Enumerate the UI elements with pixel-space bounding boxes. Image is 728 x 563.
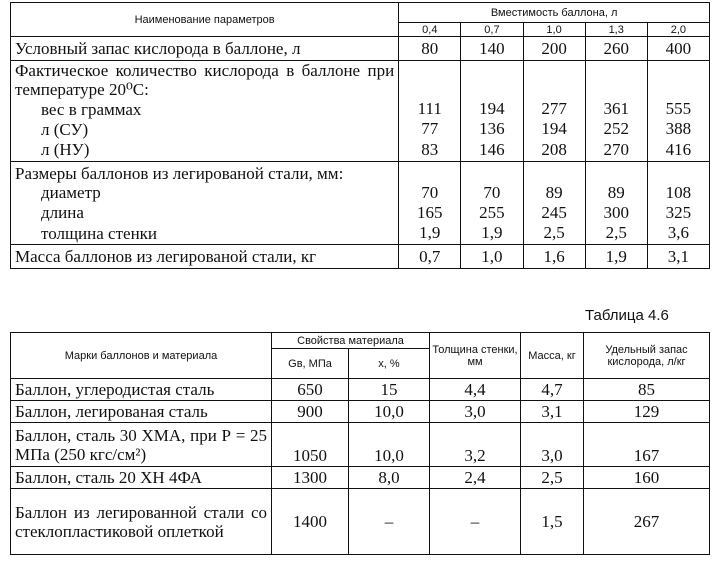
header-capacity: Вместимость баллона, л bbox=[399, 3, 710, 23]
row-label: длина bbox=[11, 203, 399, 223]
cell-reserve: 160 bbox=[584, 467, 710, 489]
cell-x: 8,0 bbox=[349, 467, 430, 489]
cell-reserve: 85 bbox=[584, 379, 710, 401]
cell-g: 650 bbox=[272, 379, 349, 401]
table-row bbox=[11, 139, 710, 161]
row-label: диаметр bbox=[11, 183, 399, 203]
row-label: Масса баллонов из легированой стали, кг bbox=[11, 245, 399, 269]
cell-thickness: 2,4 bbox=[430, 467, 521, 489]
blank-cell bbox=[647, 161, 709, 183]
cell-value: 3,1 bbox=[647, 245, 709, 269]
cell-value: 89 bbox=[585, 183, 647, 203]
cell-value: 260 bbox=[585, 37, 647, 61]
header-specific-reserve: Удельный запас кислорода, л/кг bbox=[584, 333, 710, 379]
cell-mass: 3,0 bbox=[521, 423, 584, 467]
cell-mass: 3,1 bbox=[521, 401, 584, 423]
cell-g: 900 bbox=[272, 401, 349, 423]
cell-value: 136 bbox=[461, 119, 523, 139]
cell-value: 0,7 bbox=[399, 245, 461, 269]
cell-value: 70 bbox=[399, 183, 461, 203]
cell-value: 300 bbox=[585, 203, 647, 223]
table-row bbox=[11, 223, 710, 245]
capacity-col-2: 0,7 bbox=[461, 23, 523, 37]
cell-mass: 4,7 bbox=[521, 379, 584, 401]
cell-value: 146 bbox=[461, 139, 523, 161]
cell-mass: 2,5 bbox=[521, 467, 584, 489]
row-label: Баллон, сталь 20 ХН 4ФА bbox=[11, 467, 272, 489]
oxygen-cylinder-parameters-table bbox=[10, 2, 710, 269]
table-row bbox=[11, 183, 710, 203]
cell-value: 1,6 bbox=[523, 245, 585, 269]
row-label: вес в граммах bbox=[11, 99, 399, 119]
cell-value: 165 bbox=[399, 203, 461, 223]
cell-value: 361 bbox=[585, 99, 647, 119]
cell-thickness: 4,4 bbox=[430, 379, 521, 401]
blank-cell bbox=[647, 61, 709, 100]
group-label-sizes: Размеры баллонов из легированой стали, мм: bbox=[11, 161, 399, 183]
header-marks: Марки баллонов и материала bbox=[11, 333, 272, 379]
blank-cell bbox=[399, 161, 461, 183]
row-label: Условный запас кислорода в баллоне, л bbox=[11, 37, 399, 61]
cell-x: – bbox=[349, 489, 430, 555]
header-x: х, % bbox=[349, 349, 430, 379]
cell-value: 111 bbox=[399, 99, 461, 119]
row-label: л (СУ) bbox=[11, 119, 399, 139]
cell-thickness: – bbox=[430, 489, 521, 555]
cell-value: 108 bbox=[647, 183, 709, 203]
cell-value: 89 bbox=[523, 183, 585, 203]
cell-value: 194 bbox=[523, 119, 585, 139]
table-row bbox=[11, 423, 710, 467]
table-row bbox=[11, 489, 710, 555]
capacity-col-1: 0,4 bbox=[399, 23, 461, 37]
cylinder-material-properties-table bbox=[10, 332, 710, 555]
blank-cell bbox=[461, 61, 523, 100]
table-row bbox=[11, 379, 710, 401]
cell-thickness: 3,2 bbox=[430, 423, 521, 467]
table-row bbox=[11, 467, 710, 489]
cell-reserve: 267 bbox=[584, 489, 710, 555]
cell-value: 1,9 bbox=[399, 223, 461, 245]
cell-value: 277 bbox=[523, 99, 585, 119]
row-label: Баллон из легированной стали со стеклопластиковой оплеткой bbox=[11, 489, 272, 555]
cell-value: 400 bbox=[647, 37, 709, 61]
cell-value: 194 bbox=[461, 99, 523, 119]
header-mass: Масса, кг bbox=[521, 333, 584, 379]
header-parameter-name: Наименование параметров bbox=[11, 3, 399, 37]
cell-g: 1400 bbox=[272, 489, 349, 555]
cell-mass: 1,5 bbox=[521, 489, 584, 555]
row-label: Баллон, легированая сталь bbox=[11, 401, 272, 423]
cell-value: 245 bbox=[523, 203, 585, 223]
table-row bbox=[11, 61, 710, 100]
blank-cell bbox=[399, 61, 461, 100]
cell-reserve: 129 bbox=[584, 401, 710, 423]
blank-cell bbox=[523, 61, 585, 100]
cell-value: 140 bbox=[461, 37, 523, 61]
cell-reserve: 167 bbox=[584, 423, 710, 467]
cell-g: 1050 bbox=[272, 423, 349, 467]
blank-cell bbox=[461, 161, 523, 183]
row-label: Баллон, сталь 30 ХМА, при Р = 25 МПа (250 кгс/см²) bbox=[11, 423, 272, 467]
table-row bbox=[11, 245, 710, 269]
cell-value: 3,6 bbox=[647, 223, 709, 245]
cell-thickness: 3,0 bbox=[430, 401, 521, 423]
cell-value: 200 bbox=[523, 37, 585, 61]
table-row bbox=[11, 401, 710, 423]
table-row bbox=[11, 37, 710, 61]
cell-value: 388 bbox=[647, 119, 709, 139]
capacity-col-4: 1,3 bbox=[585, 23, 647, 37]
cell-value: 83 bbox=[399, 139, 461, 161]
cell-value: 77 bbox=[399, 119, 461, 139]
table-row bbox=[11, 119, 710, 139]
row-label: толщина стенки bbox=[11, 223, 399, 245]
table-row bbox=[11, 203, 710, 223]
table-row bbox=[11, 161, 710, 183]
cell-x: 10,0 bbox=[349, 423, 430, 467]
cell-value: 208 bbox=[523, 139, 585, 161]
cell-x: 15 bbox=[349, 379, 430, 401]
header-g: Gв, МПа bbox=[272, 349, 349, 379]
group-label-actual: Фактическое количество кислорода в баллоне при температуре 20⁰С: bbox=[11, 61, 399, 100]
cell-value: 325 bbox=[647, 203, 709, 223]
cell-value: 70 bbox=[461, 183, 523, 203]
table-row bbox=[11, 99, 710, 119]
blank-cell bbox=[523, 161, 585, 183]
capacity-col-3: 1,0 bbox=[523, 23, 585, 37]
capacity-col-5: 2,0 bbox=[647, 23, 709, 37]
row-label: л (НУ) bbox=[11, 139, 399, 161]
cell-value: 1,9 bbox=[585, 245, 647, 269]
cell-value: 2,5 bbox=[585, 223, 647, 245]
cell-value: 1,9 bbox=[461, 223, 523, 245]
row-label: Баллон, углеродистая сталь bbox=[11, 379, 272, 401]
table-caption: Таблица 4.6 bbox=[585, 307, 669, 324]
cell-value: 416 bbox=[647, 139, 709, 161]
header-wall-thickness: Толщина стенки, мм bbox=[430, 333, 521, 379]
blank-cell bbox=[585, 161, 647, 183]
cell-value: 2,5 bbox=[523, 223, 585, 245]
cell-value: 270 bbox=[585, 139, 647, 161]
cell-value: 555 bbox=[647, 99, 709, 119]
cell-value: 252 bbox=[585, 119, 647, 139]
blank-cell bbox=[585, 61, 647, 100]
cell-g: 1300 bbox=[272, 467, 349, 489]
cell-x: 10,0 bbox=[349, 401, 430, 423]
cell-value: 80 bbox=[399, 37, 461, 61]
cell-value: 1,0 bbox=[461, 245, 523, 269]
header-material-props: Свойства материала bbox=[272, 333, 430, 349]
cell-value: 255 bbox=[461, 203, 523, 223]
